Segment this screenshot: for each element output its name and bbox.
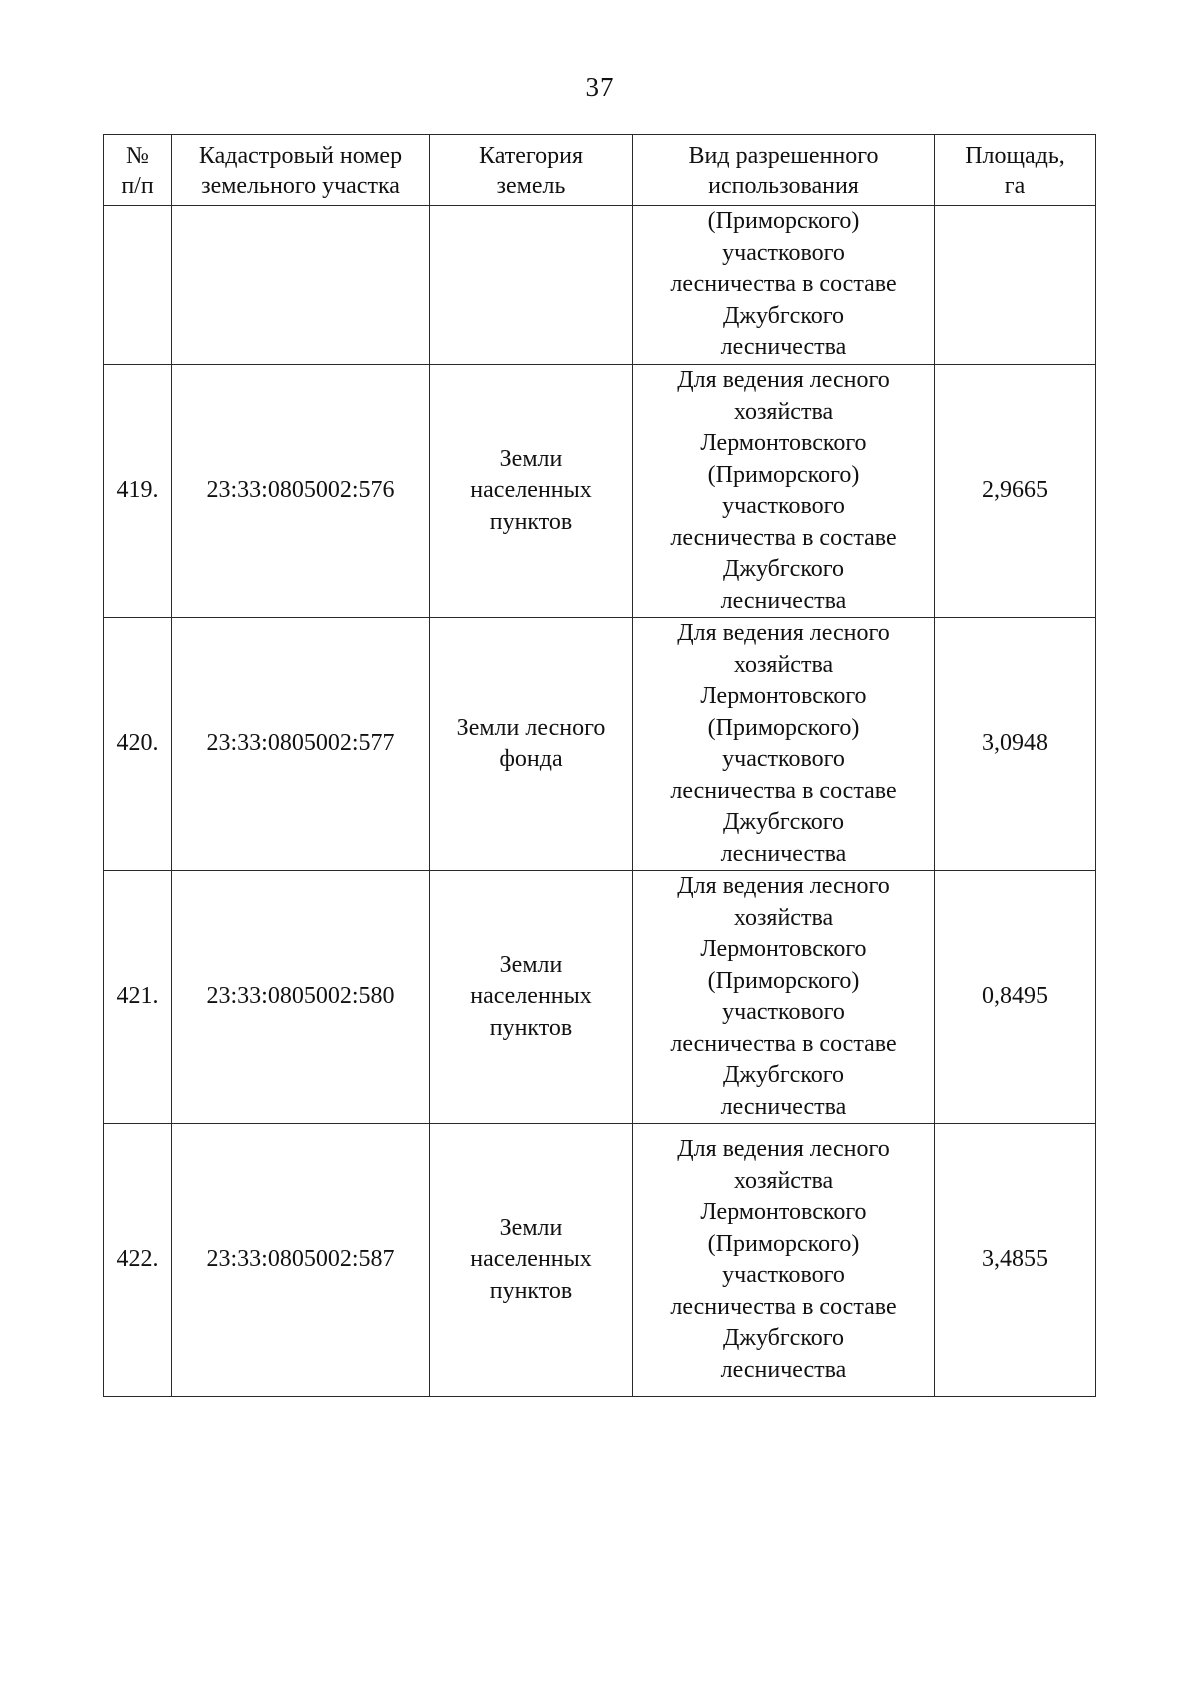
cell-category <box>430 871 633 1124</box>
header-line: Категория <box>479 143 583 169</box>
cell-cadastral: 23:33:0805002:580 <box>172 871 430 1124</box>
header-line: земель <box>496 173 566 199</box>
header-category <box>430 135 633 206</box>
header-area <box>935 135 1096 206</box>
header-line: № <box>126 143 149 169</box>
use-line: (Приморского) <box>707 208 860 235</box>
header-line: земельного участка <box>201 173 400 199</box>
header-line: Площадь, <box>965 143 1065 169</box>
header-line: га <box>1004 173 1026 199</box>
use-line: лесничества в составе <box>670 271 897 298</box>
use-line: лесничества в составе <box>670 1293 897 1320</box>
table-header-row <box>104 135 1096 206</box>
use-line: (Приморского) <box>707 967 860 994</box>
cell-cadastral: 23:33:0805002:587 <box>172 1124 430 1397</box>
table-row <box>104 1124 1096 1397</box>
cell-category <box>430 1124 633 1397</box>
cell-area: 2,9665 <box>935 365 1096 618</box>
use-line: Джубгского <box>722 302 845 329</box>
page-number: 37 <box>585 72 615 102</box>
use-line: лесничества <box>720 1093 847 1120</box>
use-line: участкового <box>722 239 845 266</box>
header-use <box>633 135 935 206</box>
header-line: Вид разрешенного <box>688 143 879 169</box>
use-line: участкового <box>722 1262 845 1288</box>
use-line: лесничества <box>720 1356 847 1383</box>
cell-num: 420. <box>104 618 172 871</box>
use-line: Джубгского <box>722 1062 845 1088</box>
use-line: лесничества <box>720 840 847 867</box>
category-line: населенных <box>470 983 592 1010</box>
use-line: лесничества в составе <box>670 524 897 551</box>
use-line: хозяйства <box>733 1167 834 1194</box>
cell-num: 422. <box>104 1124 172 1397</box>
use-line: Для ведения лесного <box>677 620 890 646</box>
table-row <box>104 871 1096 1124</box>
use-line: Джубгского <box>722 809 845 835</box>
category-line: Земли <box>499 951 563 978</box>
category-line: пунктов <box>489 1277 573 1304</box>
use-line: участкового <box>722 493 845 519</box>
use-line: (Приморского) <box>707 461 860 488</box>
cell-use <box>633 206 935 365</box>
cell-num <box>104 206 172 365</box>
cell-area: 3,4855 <box>935 1124 1096 1397</box>
use-line: Для ведения лесного <box>677 873 890 899</box>
cell-num: 419. <box>104 365 172 618</box>
cell-use <box>633 871 935 1124</box>
use-line: Лермонтовского <box>700 1199 867 1225</box>
cell-area: 3,0948 <box>935 618 1096 871</box>
category-line: Земли <box>499 1214 563 1241</box>
category-line: Земли лесного <box>456 714 606 741</box>
land-plots-table <box>103 134 1096 1397</box>
cell-use <box>633 1124 935 1397</box>
table-row <box>104 618 1096 871</box>
cell-use <box>633 618 935 871</box>
use-line: участкового <box>722 746 845 772</box>
use-line: Для ведения лесного <box>677 1136 890 1162</box>
use-line: участкового <box>722 999 845 1025</box>
category-line: фонда <box>499 746 563 772</box>
table-row-continued <box>104 206 1096 365</box>
use-line: Лермонтовского <box>700 683 867 709</box>
header-cadastral <box>172 135 430 206</box>
cell-category <box>430 365 633 618</box>
use-line: (Приморского) <box>707 1230 860 1257</box>
category-line: пунктов <box>489 1014 573 1041</box>
cell-area <box>935 206 1096 365</box>
cell-category <box>430 206 633 365</box>
header-line: использования <box>708 173 859 199</box>
cell-area: 0,8495 <box>935 871 1096 1124</box>
use-line: лесничества в составе <box>670 777 897 804</box>
category-line: Земли <box>499 445 563 472</box>
category-line: населенных <box>470 477 592 504</box>
use-line: Лермонтовского <box>700 430 867 456</box>
table-row <box>104 365 1096 618</box>
header-line: п/п <box>121 173 154 199</box>
header-num <box>104 135 172 206</box>
use-line: хозяйства <box>733 398 834 425</box>
category-line: населенных <box>470 1246 592 1273</box>
header-line: Кадастровый номер <box>198 143 403 169</box>
cell-cadastral <box>172 206 430 365</box>
cell-cadastral: 23:33:0805002:576 <box>172 365 430 618</box>
category-line: пунктов <box>489 508 573 535</box>
use-line: хозяйства <box>733 651 834 678</box>
use-line: лесничества в составе <box>670 1030 897 1057</box>
use-line: (Приморского) <box>707 714 860 741</box>
use-line: лесничества <box>720 587 847 614</box>
cell-num: 421. <box>104 871 172 1124</box>
use-line: хозяйства <box>733 904 834 931</box>
cell-use <box>633 365 935 618</box>
use-line: Лермонтовского <box>700 936 867 962</box>
cell-category <box>430 618 633 871</box>
use-line: лесничества <box>720 334 847 361</box>
use-line: Джубгского <box>722 556 845 582</box>
use-line: Джубгского <box>722 1325 845 1351</box>
cell-cadastral: 23:33:0805002:577 <box>172 618 430 871</box>
use-line: Для ведения лесного <box>677 367 890 393</box>
